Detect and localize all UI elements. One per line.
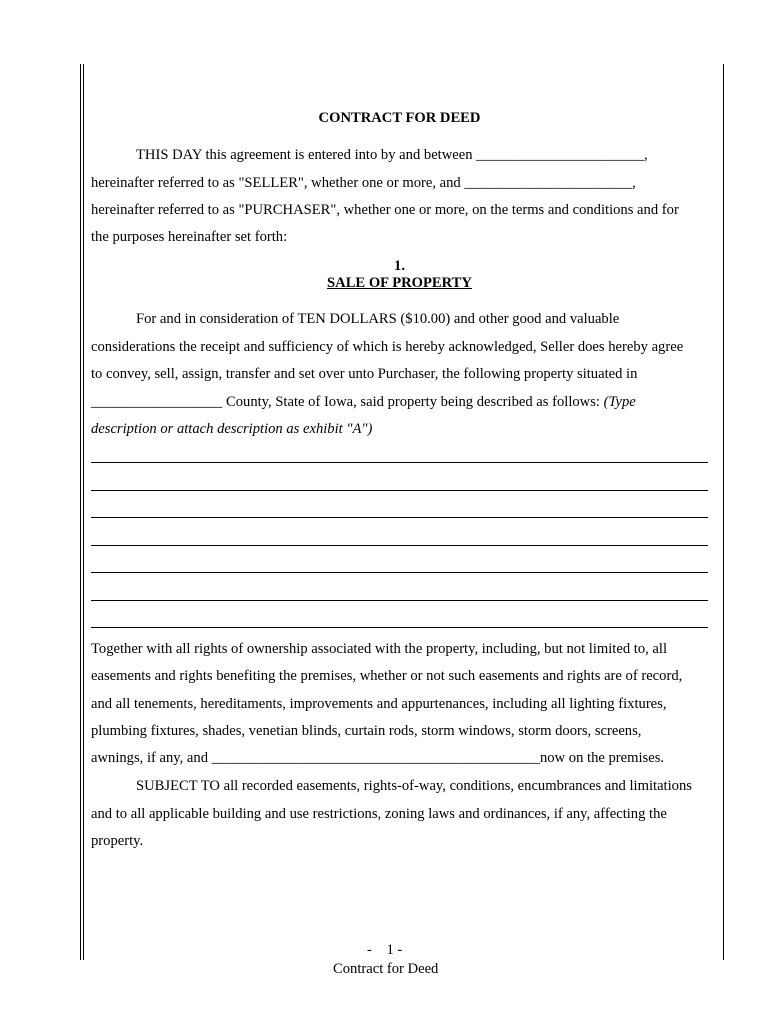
left-margin-rule xyxy=(80,64,81,960)
subject-line-2: and to all applicable building and use restrictions, zoning laws and ordinances, if any, affecting the xyxy=(91,806,667,822)
subject-line-3: property. xyxy=(91,833,144,849)
together-line-3: and all tenements, hereditaments, improvements and appurtenances, including all lighting fixtures, xyxy=(91,696,667,712)
sale-para-line-2: considerations the receipt and sufficiency of which is hereby acknowledged, Seller does hereby agree xyxy=(91,339,684,355)
footer-label: Contract for Deed xyxy=(333,961,439,977)
subject-line-1: SUBJECT TO all recorded easements, rights-of-way, conditions, encumbrances and limitations xyxy=(136,778,692,794)
description-blank-line xyxy=(91,545,708,546)
intro-line-2: hereinafter referred to as "SELLER", whether one or more, and _______________________, xyxy=(91,175,636,191)
intro-line-1: THIS DAY this agreement is entered into by and between _______________________, xyxy=(136,147,648,163)
instruction-type: (Type xyxy=(599,394,636,410)
description-blank-line xyxy=(91,517,708,518)
description-blank-line xyxy=(91,600,708,601)
section-heading xyxy=(91,275,708,292)
left-margin-rule-inner xyxy=(83,64,84,960)
instruction-line: description or attach description as exhibit "A") xyxy=(91,421,373,437)
description-blank-line xyxy=(91,462,708,463)
sale-para-line-3: to convey, sell, assign, transfer and set over unto Purchaser, the following property situated in xyxy=(91,366,638,382)
sale-para-line-4 xyxy=(91,394,636,411)
description-blank-line xyxy=(91,627,708,628)
intro-line-3: hereinafter referred to as "PURCHASER", whether one or more, on the terms and conditions and for xyxy=(91,202,679,218)
sale-para-line-1: For and in consideration of TEN DOLLARS ($10.00) and other good and valuable xyxy=(136,311,620,327)
section-heading-text: SALE OF PROPERTY xyxy=(327,275,472,291)
right-margin-rule xyxy=(723,64,724,960)
together-line-2: easements and rights benefiting the premises, whether or not such easements and rights are of record, xyxy=(91,668,683,684)
section-number: 1. xyxy=(394,258,405,274)
document-title: CONTRACT FOR DEED xyxy=(318,110,481,126)
county-text: __________________ County, State of Iowa, said property being described as follows: xyxy=(91,394,600,410)
description-blank-line xyxy=(91,572,708,573)
description-blank-line xyxy=(91,490,708,491)
page-number: - 1 - xyxy=(367,942,403,958)
together-line-1: Together with all rights of ownership associated with the property, including, but not limited to, all xyxy=(91,641,667,657)
intro-line-4: the purposes hereinafter set forth: xyxy=(91,229,288,245)
together-line-4: plumbing fixtures, shades, venetian blinds, curtain rods, storm windows, storm doors, screens, xyxy=(91,723,642,739)
together-line-5: awnings, if any, and _____________________________________________now on the premises. xyxy=(91,750,665,766)
